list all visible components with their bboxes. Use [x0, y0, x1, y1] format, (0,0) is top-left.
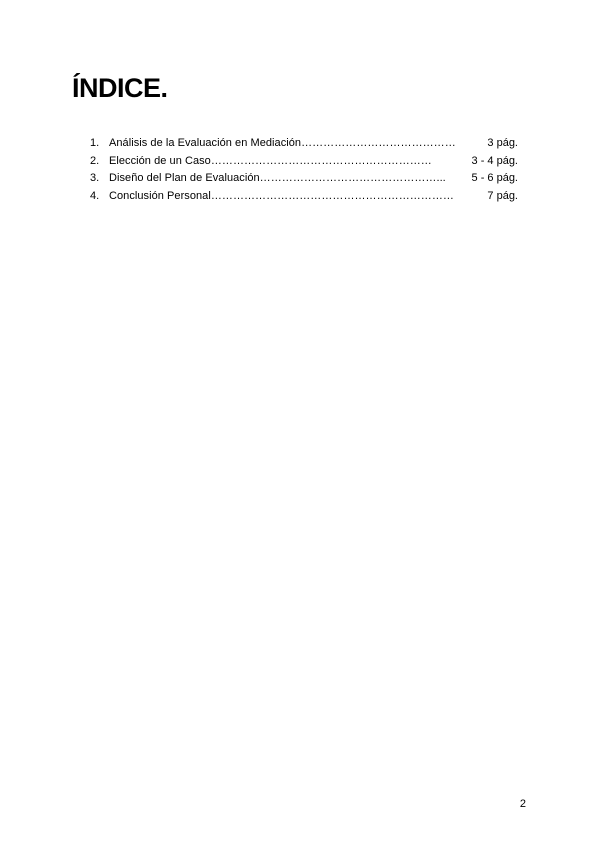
toc-item-entry [109, 188, 486, 206]
toc-item-entry [109, 170, 471, 188]
toc-item-leader: …………………………………………... [259, 172, 446, 184]
toc-item-number: 3. [90, 172, 100, 184]
toc-item-page: 7 pág. [487, 189, 518, 202]
page-number: 2 [519, 798, 526, 810]
toc-item-number: 2. [90, 154, 100, 167]
toc-item-page: 3 - 4 pág. [471, 154, 518, 167]
toc-item [90, 170, 518, 188]
toc-item-page: 3 pág. [487, 137, 518, 149]
toc-item-label: Elección de un Caso [109, 154, 211, 167]
toc-item-label: Diseño del Plan de Evaluación [109, 172, 260, 184]
toc-item-entry [109, 135, 486, 153]
toc-item-number: 4. [90, 189, 100, 202]
table-of-contents [90, 135, 518, 205]
toc-item-label: Análisis de la Evaluación en Mediación [109, 137, 302, 149]
page-title: ÍNDICE. [72, 73, 168, 103]
toc-item [90, 188, 518, 206]
toc-item [90, 153, 518, 171]
toc-item-leader: …………………………………… [301, 137, 456, 149]
toc-item-page: 5 - 6 pág. [471, 172, 518, 184]
toc-item-label: Conclusión Personal [109, 189, 211, 202]
toc-item-leader: …………………………………………………… [210, 154, 432, 167]
toc-item-leader: ………………………………………………………… [210, 189, 454, 202]
toc-item [90, 135, 518, 153]
toc-item-entry [109, 153, 471, 171]
toc-item-number: 1. [90, 137, 100, 149]
